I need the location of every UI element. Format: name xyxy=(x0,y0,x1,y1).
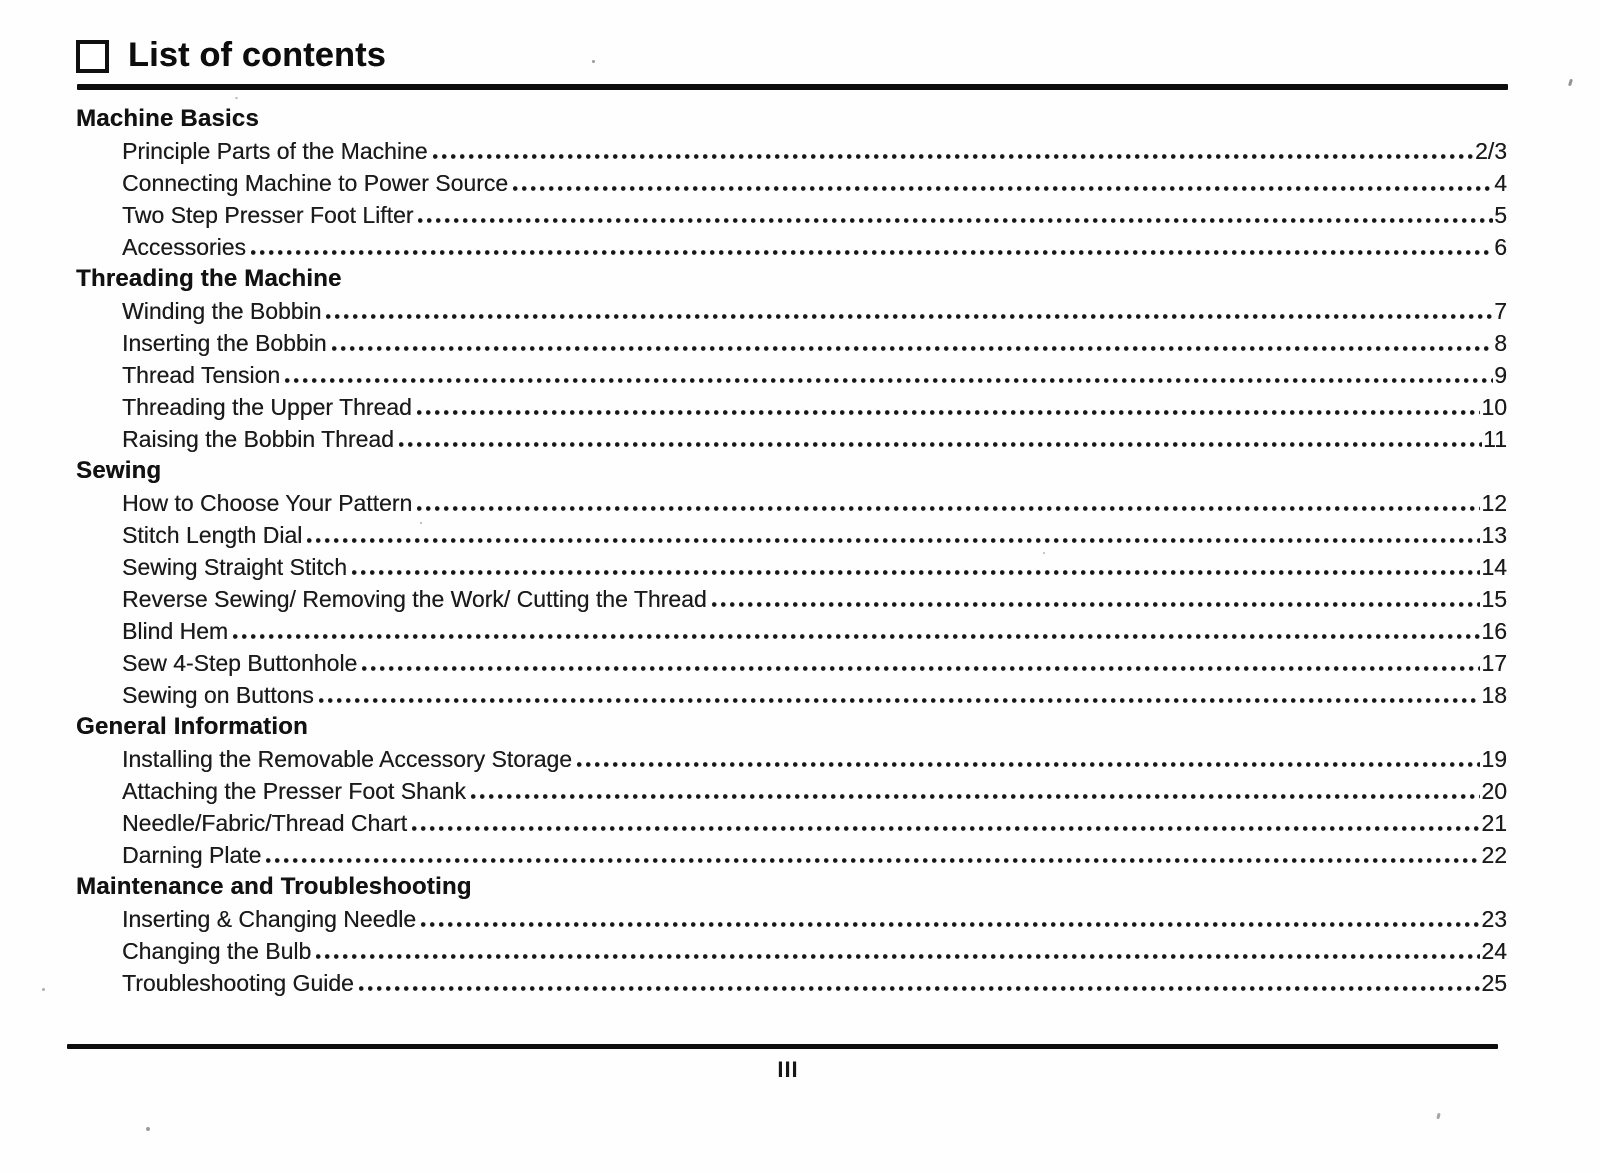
toc-entry-label: Needle/Fabric/Thread Chart xyxy=(122,810,408,836)
toc-section xyxy=(76,263,1507,455)
toc-entry-page-number: 13 xyxy=(1481,522,1507,548)
toc-entry-page-number: 20 xyxy=(1481,778,1507,804)
toc-entry-label: Two Step Presser Foot Lifter xyxy=(122,202,414,228)
toc-entry xyxy=(76,327,1507,359)
toc-entry-page-number: 18 xyxy=(1481,682,1507,708)
toc-entry-label: Sewing on Buttons xyxy=(122,682,314,708)
dot-leader xyxy=(362,666,1480,671)
toc-entry xyxy=(76,519,1507,551)
toc-entry-label: Inserting & Changing Needle xyxy=(122,906,417,932)
footer-divider-rule xyxy=(67,1044,1498,1049)
toc-entry xyxy=(76,231,1507,263)
dot-leader xyxy=(307,538,1480,543)
toc-entry xyxy=(76,615,1507,647)
toc-entry-page-number: 8 xyxy=(1494,330,1507,356)
page-header xyxy=(76,36,386,75)
toc-entry xyxy=(76,647,1507,679)
toc-entry-page-number: 4 xyxy=(1494,170,1507,196)
toc-entry xyxy=(76,551,1507,583)
toc-entry-page-number: 10 xyxy=(1481,394,1507,420)
toc-entry xyxy=(76,199,1507,231)
section-items xyxy=(76,743,1507,871)
dot-leader xyxy=(418,218,1493,223)
section-items xyxy=(76,135,1507,263)
toc-entry-page-number: 16 xyxy=(1481,618,1507,644)
toc-entry xyxy=(76,295,1507,327)
toc-entry-label: Reverse Sewing/ Removing the Work/ Cutting the Thread xyxy=(122,586,707,612)
dot-leader xyxy=(577,762,1480,767)
section-heading: General Information xyxy=(76,713,308,740)
toc-section xyxy=(76,711,1507,871)
toc-entry-label: Darning Plate xyxy=(122,842,262,868)
toc-entry xyxy=(76,839,1507,871)
scan-speck xyxy=(1436,1113,1440,1120)
toc-entry xyxy=(76,487,1507,519)
scan-speck xyxy=(420,522,422,524)
toc-entry xyxy=(76,775,1507,807)
toc-entry-label: Raising the Bobbin Thread xyxy=(122,426,394,452)
toc-entry-page-number: 11 xyxy=(1483,426,1507,452)
toc-entry-label: How to Choose Your Pattern xyxy=(122,490,413,516)
dot-leader xyxy=(319,698,1481,703)
toc-entry-label: Threading the Upper Thread xyxy=(122,394,412,420)
toc-entry-page-number: 7 xyxy=(1494,298,1507,324)
toc-entry-label: Sew 4-Step Buttonhole xyxy=(122,650,358,676)
toc-entry-page-number: 24 xyxy=(1481,938,1507,964)
dot-leader xyxy=(412,826,1480,831)
toc-entry-page-number: 23 xyxy=(1481,906,1507,932)
toc-entry xyxy=(76,967,1507,999)
toc-entry-page-number: 19 xyxy=(1481,746,1507,772)
dot-leader xyxy=(359,986,1481,991)
toc-entry-page-number: 9 xyxy=(1494,362,1507,388)
scan-speck xyxy=(592,60,595,63)
toc-list xyxy=(76,103,1507,999)
dot-leader xyxy=(332,346,1494,351)
toc-entry-page-number: 21 xyxy=(1481,810,1507,836)
dot-leader xyxy=(352,570,1480,575)
toc-entry-page-number: 5 xyxy=(1494,202,1507,228)
toc-entry-page-number: 25 xyxy=(1481,970,1507,996)
dot-leader xyxy=(399,442,1482,447)
toc-entry-page-number: 22 xyxy=(1481,842,1507,868)
toc-entry xyxy=(76,391,1507,423)
scan-speck xyxy=(42,988,45,991)
page-title: List of contents xyxy=(128,36,386,74)
dot-leader xyxy=(433,154,1474,159)
section-items xyxy=(76,487,1507,711)
scan-speck xyxy=(235,97,238,99)
toc-entry-label: Inserting the Bobbin xyxy=(122,330,327,356)
toc-entry-page-number: 6 xyxy=(1494,234,1507,260)
toc-entry xyxy=(76,135,1507,167)
section-heading: Machine Basics xyxy=(76,105,259,132)
toc-entry-label: Stitch Length Dial xyxy=(122,522,303,548)
dot-leader xyxy=(326,314,1493,319)
section-items xyxy=(76,903,1507,999)
toc-entry-label: Principle Parts of the Machine xyxy=(122,138,428,164)
dot-leader xyxy=(421,922,1480,927)
dot-leader xyxy=(513,186,1493,191)
toc-entry-label: Blind Hem xyxy=(122,618,229,644)
toc-entry xyxy=(76,423,1507,455)
toc-entry-label: Thread Tension xyxy=(122,362,281,388)
toc-entry xyxy=(76,679,1507,711)
toc-entry-label: Accessories xyxy=(122,234,246,260)
toc-entry-label: Installing the Removable Accessory Storage xyxy=(122,746,573,772)
title-divider-rule xyxy=(77,84,1508,90)
dot-leader xyxy=(417,506,1480,511)
section-heading: Threading the Machine xyxy=(76,265,342,292)
toc-entry-label: Connecting Machine to Power Source xyxy=(122,170,509,196)
dot-leader xyxy=(266,858,1480,863)
toc-section xyxy=(76,871,1507,999)
toc-entry-page-number: 2/3 xyxy=(1475,138,1507,164)
scan-speck xyxy=(1043,552,1045,554)
section-heading: Maintenance and Troubleshooting xyxy=(76,873,472,900)
dot-leader xyxy=(417,410,1481,415)
toc-entry-label: Winding the Bobbin xyxy=(122,298,322,324)
toc-section xyxy=(76,103,1507,263)
page-number: III xyxy=(777,1057,799,1082)
toc-entry xyxy=(76,807,1507,839)
toc-entry-label: Changing the Bulb xyxy=(122,938,312,964)
toc-entry-page-number: 12 xyxy=(1481,490,1507,516)
toc-entry xyxy=(76,583,1507,615)
toc-entry xyxy=(76,743,1507,775)
dot-leader xyxy=(233,634,1480,639)
toc-entry-page-number: 14 xyxy=(1481,554,1507,580)
scan-speck xyxy=(1568,79,1573,87)
toc-entry xyxy=(76,167,1507,199)
section-items xyxy=(76,295,1507,455)
section-heading: Sewing xyxy=(76,457,162,484)
toc-entry-page-number: 17 xyxy=(1481,650,1507,676)
toc-entry xyxy=(76,903,1507,935)
toc-entry-label: Sewing Straight Stitch xyxy=(122,554,348,580)
toc-section xyxy=(76,455,1507,711)
toc-entry xyxy=(76,935,1507,967)
toc-entry-label: Troubleshooting Guide xyxy=(122,970,354,996)
dot-leader xyxy=(285,378,1493,383)
toc-entry xyxy=(76,359,1507,391)
checkbox-square-icon xyxy=(76,40,109,73)
scan-speck xyxy=(146,1127,150,1131)
dot-leader xyxy=(712,602,1481,607)
dot-leader xyxy=(251,250,1493,255)
dot-leader xyxy=(316,954,1480,959)
toc-entry-page-number: 15 xyxy=(1481,586,1507,612)
dot-leader xyxy=(471,794,1480,799)
toc-entry-label: Attaching the Presser Foot Shank xyxy=(122,778,466,804)
